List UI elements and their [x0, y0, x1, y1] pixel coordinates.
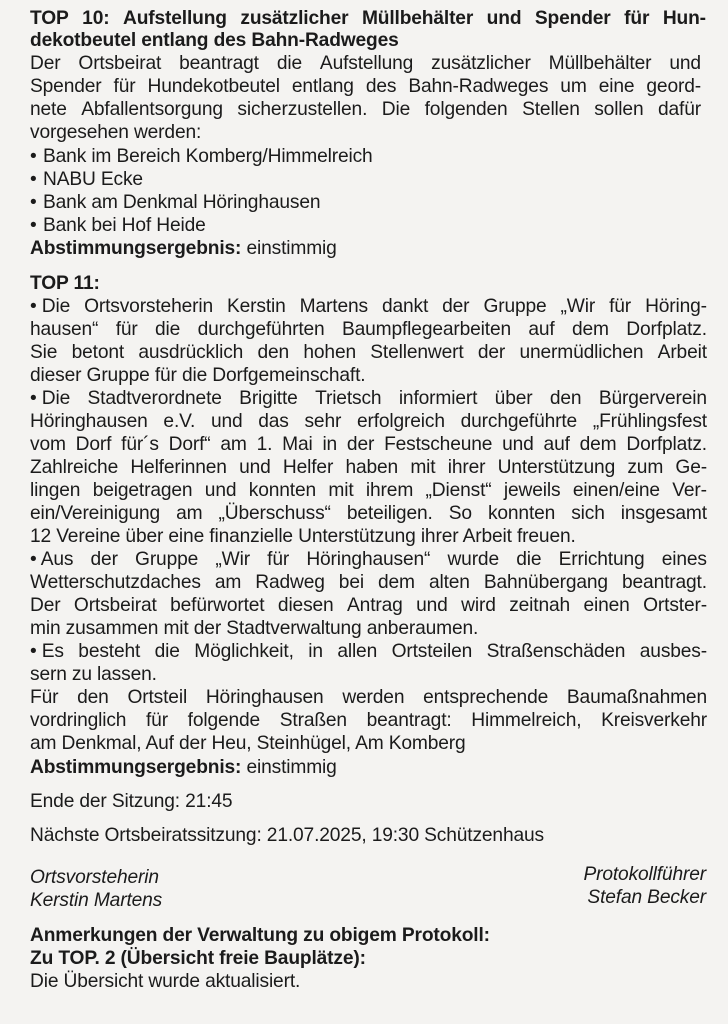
word: über	[494, 388, 533, 409]
list-item: • Bank am Denkmal Höringhausen	[30, 192, 320, 214]
word: 10:	[82, 8, 110, 29]
word: zusätzlicher	[240, 8, 349, 29]
top11-line: dieser Gruppe für die Dorfgemeinschaft.	[30, 365, 366, 386]
word: Zahlreiche	[30, 457, 119, 478]
word: ihrer	[447, 457, 486, 478]
word: Bürgerverein	[598, 388, 707, 409]
word: • Es	[30, 641, 64, 662]
top11-heading: TOP 11:	[30, 273, 100, 294]
next-session: Nächste Ortsbeiratssitzung: 21.07.2025, 19:30 Schützenhaus	[30, 825, 544, 846]
word: dem	[378, 572, 415, 593]
word: Spender	[30, 76, 102, 97]
word: und	[210, 411, 243, 432]
word: um	[560, 76, 587, 97]
word: nete	[30, 99, 67, 120]
top11-line	[30, 710, 707, 732]
word: folgenden	[424, 99, 508, 120]
word: dafür	[657, 99, 701, 120]
word: zusätzlicher	[431, 53, 531, 74]
word: in	[322, 434, 338, 455]
word: Bahnübergang	[483, 572, 608, 593]
word: werden	[342, 687, 405, 708]
list-item: • NABU Ecke	[30, 169, 143, 191]
top11-line	[30, 503, 707, 525]
word: „Frühlingsfest	[592, 411, 707, 432]
word: TOP	[30, 8, 69, 29]
word: • Die	[30, 388, 71, 409]
word: 1.	[256, 434, 273, 455]
word: einen	[583, 595, 630, 616]
word: und	[502, 434, 534, 455]
top10-heading-line-1	[30, 8, 706, 30]
word: Gruppe	[135, 549, 199, 570]
top11-line	[30, 687, 707, 709]
word: und	[416, 595, 448, 616]
word: der	[442, 296, 470, 317]
word: Antrag	[347, 595, 403, 616]
word: Hundekotbeutel	[147, 76, 280, 97]
word: beantragt:	[366, 710, 452, 731]
word: vordringlich	[30, 710, 127, 731]
word: „Überschuss“	[218, 503, 331, 524]
word: für	[146, 710, 168, 731]
word: die	[516, 549, 542, 570]
word: durchgeführten	[197, 319, 325, 340]
word: ein/Vereinigung	[30, 503, 161, 524]
word: Wetterschutzdaches	[30, 572, 201, 593]
word: die	[155, 319, 181, 340]
word: diesen	[277, 595, 334, 616]
word: Hun-	[662, 8, 706, 29]
word: ihrem	[365, 480, 414, 501]
word: ausdrücklich	[138, 342, 244, 363]
word: sollen	[594, 99, 644, 120]
top11-line	[30, 480, 707, 502]
word: wurde	[447, 549, 499, 570]
vote-value: einstimmig	[246, 757, 337, 778]
vote-value: einstimmig	[246, 238, 337, 259]
word: dem	[579, 434, 617, 455]
word: Spender	[534, 8, 611, 29]
word: So	[448, 503, 472, 524]
word: konnten	[487, 503, 556, 524]
word: Höringhausen	[30, 411, 148, 432]
top11-line	[30, 434, 707, 456]
top11-vote	[30, 757, 337, 779]
word: e.V.	[163, 411, 196, 432]
word: den	[257, 342, 290, 363]
word: haben	[345, 457, 399, 478]
word: Straßen	[279, 710, 347, 731]
top11-line	[30, 319, 707, 341]
word: besteht	[78, 641, 141, 662]
word: sich	[571, 503, 605, 524]
top10-vote	[30, 238, 337, 260]
word: betont	[71, 342, 125, 363]
word: Der	[30, 53, 61, 74]
word: entsprechende	[423, 687, 549, 708]
word: der	[346, 434, 375, 455]
word: Der	[30, 595, 61, 616]
word: befürwortet	[170, 595, 265, 616]
word: insgesamt	[620, 503, 707, 524]
word: „Wir	[215, 549, 250, 570]
top11-line: am Denkmal, Auf der Heu, Steinhügel, Am Komberg	[30, 733, 466, 754]
word: jeweils	[503, 480, 561, 501]
signature-right-name: Stefan Becker	[587, 887, 706, 908]
word: Radweg	[255, 572, 325, 593]
word: den	[77, 687, 109, 708]
word: Möglichkeit,	[194, 641, 294, 662]
top10-body-line	[30, 99, 701, 121]
word: folgende	[187, 710, 261, 731]
word: erfolgreich	[356, 411, 445, 432]
word: für´s	[121, 434, 159, 455]
word: hausen“	[30, 319, 99, 340]
word: Trietsch	[315, 388, 382, 409]
word: sicherzustellen.	[237, 99, 368, 120]
top11-line: sern zu lassen.	[30, 664, 157, 685]
word: Die	[381, 99, 411, 120]
word: eines	[661, 549, 707, 570]
word: Baumaßnahmen	[566, 687, 707, 708]
word: dem	[572, 319, 609, 340]
word: mit	[328, 480, 354, 501]
word: Ortsvorsteherin	[84, 296, 213, 317]
word: Kerstin	[227, 296, 286, 317]
word: Errichtung	[558, 549, 645, 570]
top10-heading-line-2: dekotbeutel entlang des Bahn-Radweges	[30, 30, 399, 51]
remarks-subheading: Zu TOP. 2 (Übersicht freie Bauplätze):	[30, 948, 366, 969]
word: konnten	[248, 480, 316, 501]
word: Ortsteilen	[391, 641, 473, 662]
word: mit	[410, 457, 436, 478]
word: Dorf“	[168, 434, 211, 455]
word: dankt	[381, 296, 429, 317]
list-item: • Bank im Bereich Komberg/Himmelreich	[30, 146, 373, 168]
top11-line	[30, 388, 707, 410]
remarks-text: Die Übersicht wurde aktualisiert.	[30, 971, 301, 992]
list-item: • Bank bei Hof Heide	[30, 215, 206, 237]
top11-line	[30, 296, 707, 318]
word: am	[220, 434, 247, 455]
word: informiert	[398, 388, 478, 409]
word: in	[308, 641, 323, 662]
word: für	[115, 319, 138, 340]
word: und	[669, 53, 701, 74]
word: und	[486, 8, 522, 29]
word: vom	[30, 434, 66, 455]
word: Helferinnen	[130, 457, 227, 478]
word: bei	[338, 572, 364, 593]
word: Stellen	[522, 99, 580, 120]
signature-left-role: Ortsvorsteherin	[30, 867, 159, 888]
top11-line: min zusammen mit der Stadtverwaltung anberaumen.	[30, 618, 479, 639]
top11-line	[30, 457, 707, 479]
word: Höring-	[645, 296, 707, 317]
top10-body-line	[30, 53, 701, 75]
word: Himmelreich,	[471, 710, 582, 731]
top11-line	[30, 595, 707, 617]
top11-line: 12 Vereine über eine finanzielle Unterstützung ihrer Arbeit freuen.	[30, 526, 576, 547]
word: Ortsbeirat	[78, 53, 162, 74]
word: am	[176, 503, 203, 524]
vote-label: Abstimmungsergebnis:	[30, 757, 242, 778]
word: die	[154, 641, 180, 662]
word: das	[258, 411, 289, 432]
word: auf	[528, 319, 555, 340]
word: Aufstellung	[319, 53, 414, 74]
word: • Aus	[30, 549, 74, 570]
word: den	[549, 388, 582, 409]
word: am	[214, 572, 242, 593]
word: und	[239, 457, 271, 478]
word: Müllbehälter	[361, 8, 474, 29]
word: Abfallentsorgung	[81, 99, 223, 120]
top11-line	[30, 641, 707, 663]
word: Dorfplatz.	[626, 434, 707, 455]
word: Festscheune	[384, 434, 493, 455]
remarks-heading: Anmerkungen der Verwaltung zu obigem Protokoll:	[30, 925, 490, 946]
signature-right-role: Protokollführer	[583, 864, 706, 885]
word: Baumpflegearbeiten	[341, 319, 511, 340]
word: Ge-	[675, 457, 707, 478]
word: Unterstützung	[497, 457, 616, 478]
word: durchgeführte	[460, 411, 578, 432]
word: für	[113, 76, 136, 97]
word: Martens	[299, 296, 368, 317]
word: zeitnah	[509, 595, 571, 616]
word: die	[276, 53, 302, 74]
word: unermüdlichen	[519, 342, 644, 363]
word: Dorf	[75, 434, 112, 455]
top10-body-line: vorgesehen werden:	[30, 122, 202, 143]
word: Kreisverkehr	[601, 710, 707, 731]
word: wird	[461, 595, 496, 616]
word: Bahn-Radweges	[408, 76, 549, 97]
word: Ortsbeirat	[73, 595, 157, 616]
word: beantragt	[179, 53, 259, 74]
top11-line	[30, 342, 707, 364]
word: der	[90, 549, 118, 570]
word: „Dienst“	[425, 480, 492, 501]
vote-label: Abstimmungsergebnis:	[30, 238, 242, 259]
word: für	[624, 8, 650, 29]
word: hohen	[303, 342, 356, 363]
word: „Wir	[560, 296, 596, 317]
word: Ver-	[672, 480, 707, 501]
word: Müllbehälter	[548, 53, 652, 74]
word: auf	[543, 434, 570, 455]
word: beteiligen.	[346, 503, 433, 524]
word: Mai	[282, 434, 313, 455]
session-end: Ende der Sitzung: 21:45	[30, 791, 233, 812]
word: Höringhausen“	[306, 549, 431, 570]
word: eine	[598, 76, 635, 97]
word: Brigitte	[239, 388, 298, 409]
word: Stadtverordnete	[87, 388, 222, 409]
word: und	[204, 480, 237, 501]
word: beantragt.	[622, 572, 707, 593]
word: Für	[30, 687, 59, 708]
top11-line	[30, 411, 707, 433]
word: geord-	[646, 76, 701, 97]
word: entlang	[291, 76, 354, 97]
word: zum	[627, 457, 664, 478]
word: Stellenwert	[370, 342, 464, 363]
top11-line	[30, 549, 707, 571]
word: für	[267, 549, 290, 570]
word: Sie	[30, 342, 58, 363]
word: Aufstellung	[122, 8, 227, 29]
top10-body-line	[30, 76, 701, 98]
word: Ortster-	[643, 595, 707, 616]
word: Straßenschäden	[486, 641, 626, 662]
word: Ortsteil	[127, 687, 188, 708]
word: einen/eine	[572, 480, 660, 501]
word: lingen	[30, 480, 81, 501]
signature-left-name: Kerstin Martens	[30, 890, 163, 911]
word: allen	[337, 641, 378, 662]
word: der	[477, 342, 506, 363]
word: • Die	[30, 296, 71, 317]
word: Höringhausen	[205, 687, 324, 708]
word: Helfer	[282, 457, 334, 478]
word: Gruppe	[483, 296, 547, 317]
word: Arbeit	[657, 342, 707, 363]
top11-line	[30, 572, 707, 594]
word: sehr	[304, 411, 342, 432]
word: alten	[428, 572, 470, 593]
word: ausbes-	[639, 641, 707, 662]
word: beigetragen	[92, 480, 193, 501]
word: Dorfplatz.	[626, 319, 707, 340]
word: für	[609, 296, 632, 317]
word: des	[365, 76, 397, 97]
